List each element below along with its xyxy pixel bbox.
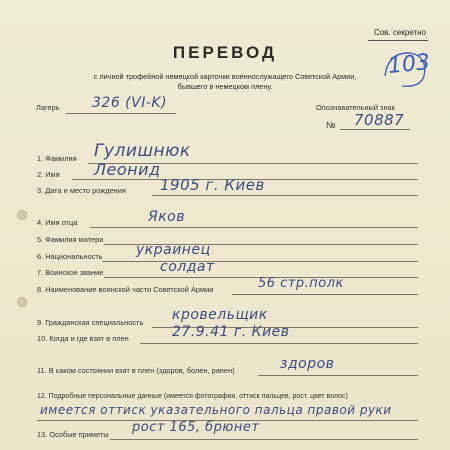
field-label-condition: 11. В каком состоянии взят в плен (здоров, болен, ранен) <box>37 366 235 375</box>
field-line <box>110 439 418 440</box>
field-label-name: 2. Имя <box>37 170 60 179</box>
margin-note: 103 <box>386 49 432 80</box>
field-label-nationality: 6. Национальность <box>37 252 103 261</box>
field-value-nationality: украинец <box>136 242 211 258</box>
punch-hole <box>17 297 27 307</box>
field-line <box>232 294 418 295</box>
document-subtitle-line1: с личной трофейной немецкой карточки военнослужащего Советской Армии, <box>93 72 357 81</box>
field-value-civil-profession: кровельщик <box>172 307 268 323</box>
camp-label: Лагерь <box>36 103 60 112</box>
field-label-father-name: 4. Имя отца <box>37 218 78 227</box>
field-value-condition: здоров <box>280 356 335 372</box>
field-label-birth: 3. Дата и место рождения <box>37 186 126 195</box>
field-line <box>258 375 418 376</box>
punch-hole <box>17 210 27 220</box>
field-line <box>152 195 418 196</box>
field-label-rank: 7. Воинское звание <box>37 268 104 277</box>
field-line <box>140 343 418 344</box>
camp-value: 326 (VI-K) <box>92 95 168 111</box>
field-value-captured: 27.9.41 г. Киев <box>172 324 290 340</box>
id-tag-number-sign: № <box>326 120 336 130</box>
field-value-rank: солдат <box>160 259 215 275</box>
camp-line <box>66 113 176 114</box>
field-label-personal-data: 12. Подробные персональные данные (имеется фотография, оттиск пальцев, рост, цвет волос) <box>37 393 348 400</box>
classification-stamp: Сов. секретно <box>373 28 426 37</box>
field-label-civil-profession: 9. Гражданская специальность <box>37 318 144 327</box>
field-value-surname: Гулишнюк <box>94 141 191 161</box>
field-value-military-unit: 56 стр.полк <box>258 276 344 291</box>
classification-underline <box>368 40 428 41</box>
field-label-captured: 10. Когда и где взят в плен <box>37 334 129 343</box>
field-value-personal-data: имеется оттиск указательного пальца правой руки <box>40 403 392 417</box>
field-value-father-name: Яков <box>148 209 185 225</box>
document-title: ПЕРЕВОД <box>172 43 278 62</box>
field-label-special-marks: 13. Особые приметы <box>37 430 109 439</box>
field-label-surname: 1. Фамилия <box>37 154 77 163</box>
field-value-special-marks: рост 165, брюнет <box>132 420 260 435</box>
id-tag-label: Опознавательный знак <box>316 103 395 112</box>
field-label-military-unit: 8. Наименование воинской части Советской Армии <box>37 285 214 294</box>
field-value-name: Леонид <box>94 160 161 179</box>
field-label-mother-surname: 5. Фамилия матери <box>37 235 104 244</box>
document-subtitle-line2: бывшего в немецком плену. <box>177 82 273 91</box>
field-line <box>102 261 418 262</box>
field-line <box>90 227 418 228</box>
id-tag-value: 70887 <box>354 111 405 129</box>
id-tag-line <box>340 129 410 130</box>
field-value-birth: 1905 г. Киев <box>160 176 265 194</box>
